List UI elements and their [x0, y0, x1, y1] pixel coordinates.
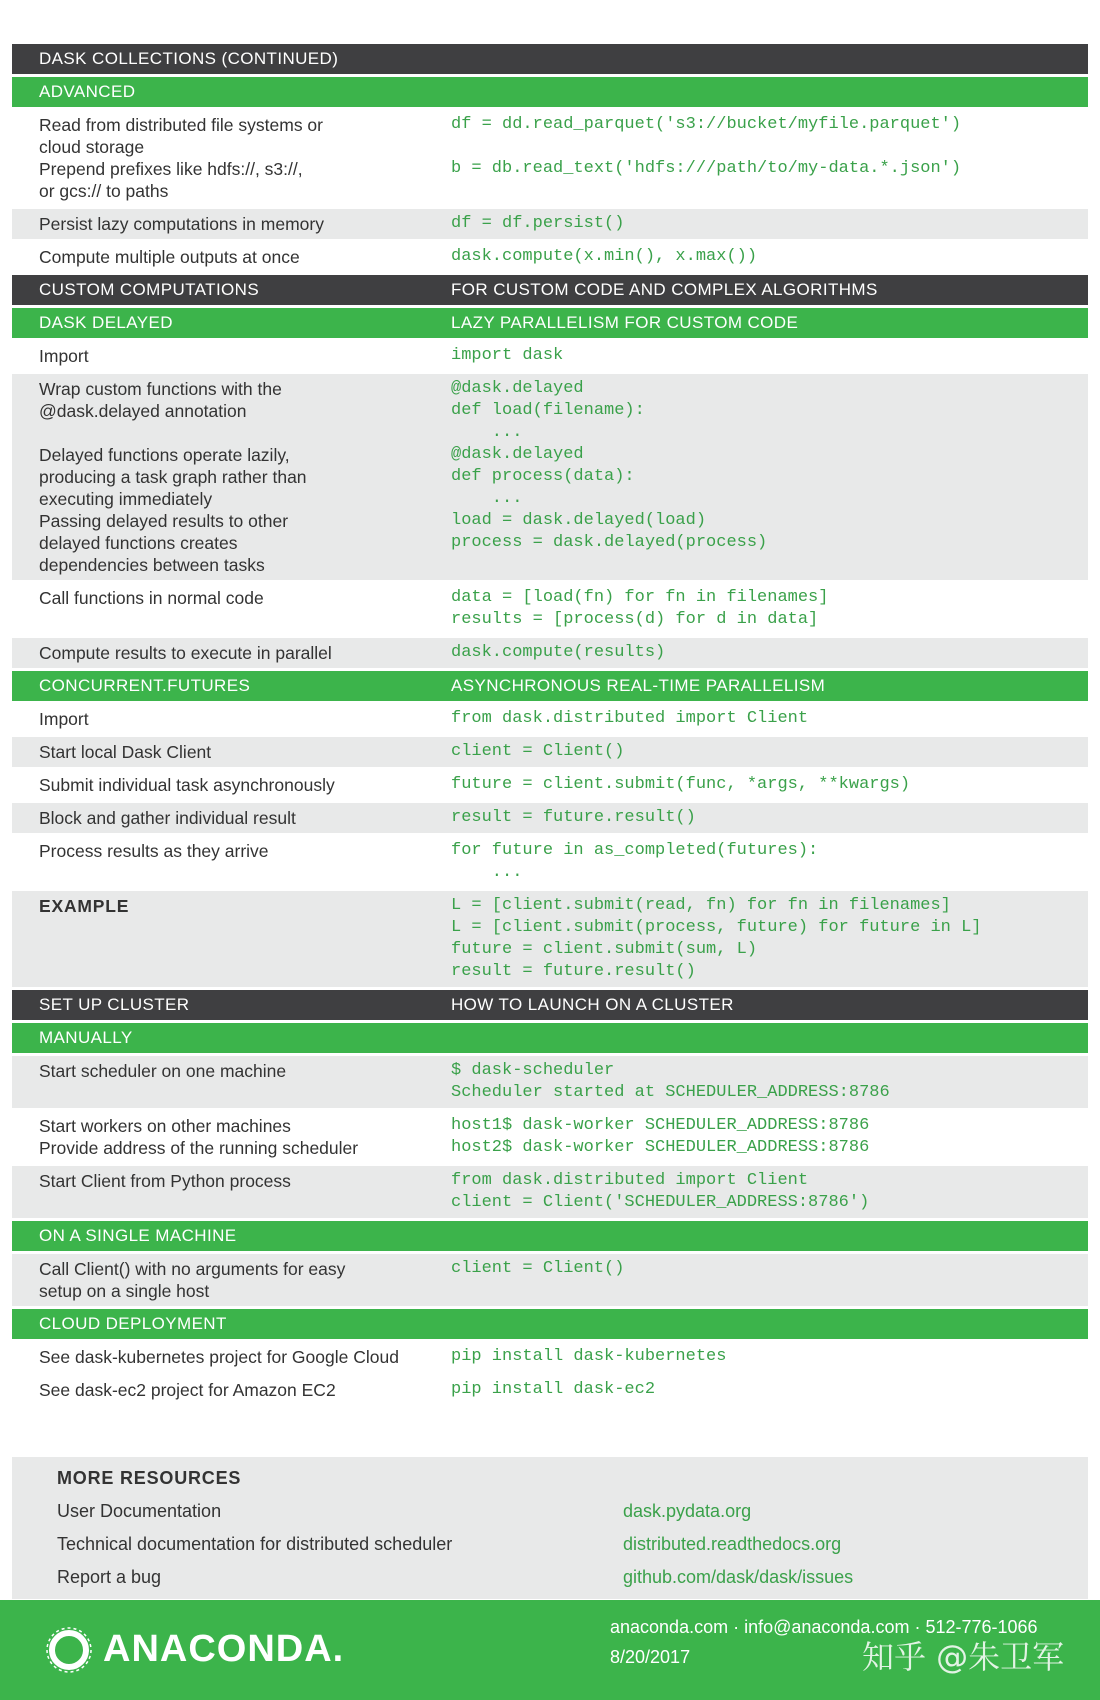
header-label: SET UP CLUSTER: [39, 995, 190, 1014]
code-line: L = [client.submit(process, future) for future in L]: [451, 918, 982, 937]
code-line: ...: [451, 489, 523, 508]
code-line: client = Client('SCHEDULER_ADDRESS:8786'): [451, 1193, 870, 1212]
table-row: [12, 1166, 1088, 1218]
header-label: DASK DELAYED: [39, 313, 173, 332]
logo-text: ANACONDA.: [103, 1628, 345, 1670]
table-row: [12, 1056, 1088, 1108]
contact-info: anaconda.com · info@anaconda.com · 512-776-1066: [610, 1617, 1038, 1637]
code-snippet: [451, 803, 1088, 833]
code-snippet: [451, 209, 1088, 239]
description-line: Start local Dask Client: [39, 742, 212, 762]
table-row: [12, 374, 1088, 580]
row-description: [12, 1056, 451, 1108]
code-line: for future in as_completed(futures):: [451, 841, 819, 860]
header-description: LAZY PARALLELISM FOR CUSTOM CODE: [451, 313, 799, 332]
description-line: [39, 1082, 451, 1104]
row-description: [12, 341, 451, 371]
table-row: [12, 1111, 1088, 1163]
section-header: [12, 990, 1088, 1020]
code-line: client = Client(): [451, 1259, 625, 1278]
table-row: [12, 110, 1088, 206]
section-header: [12, 44, 1088, 74]
row-description: [12, 583, 451, 635]
subsection-header: [12, 77, 1088, 107]
row-description: [12, 110, 451, 206]
resource-link[interactable]: github.com/dask/dask/issues: [623, 1567, 854, 1587]
header-description: [451, 1023, 1088, 1053]
more-resources-panel: [12, 1457, 1088, 1599]
code-snippet: [451, 1111, 1088, 1163]
header-label: CLOUD DEPLOYMENT: [39, 1314, 227, 1333]
code-snippet: [451, 110, 1088, 206]
code-snippet: [451, 1166, 1088, 1218]
code-line: pip install dask-ec2: [451, 1380, 656, 1399]
table-row: [12, 891, 1088, 987]
subsection-header: [12, 308, 1088, 338]
code-line: @dask.delayed: [451, 445, 584, 464]
header-description: FOR CUSTOM CODE AND COMPLEX ALGORITHMS: [451, 280, 878, 299]
description-line: [39, 961, 451, 983]
resource-link[interactable]: distributed.readthedocs.org: [623, 1534, 842, 1554]
description-line: producing a task graph rather than: [39, 467, 307, 487]
code-line: client = Client(): [451, 742, 625, 761]
code-line: data = [load(fn) for fn in filenames]: [451, 588, 829, 607]
code-line: [451, 136, 1088, 158]
date: 8/20/2017: [610, 1647, 691, 1667]
code-snippet: [451, 341, 1088, 371]
code-line: process = dask.delayed(process): [451, 533, 768, 552]
row-description: [12, 1111, 451, 1163]
subsection-header: [12, 1023, 1088, 1053]
code-snippet: [451, 1056, 1088, 1108]
code-snippet: [451, 1342, 1088, 1372]
table-row: [12, 341, 1088, 371]
watermark: 知乎 @朱卫军: [862, 1638, 1065, 1676]
code-line: ...: [451, 423, 523, 442]
row-description: [12, 770, 451, 800]
header-label: ON A SINGLE MACHINE: [39, 1226, 237, 1245]
header-description: [451, 44, 1088, 74]
code-snippet: [451, 891, 1088, 987]
description-line: Start Client from Python process: [39, 1171, 291, 1191]
table-row: [12, 1342, 1088, 1372]
table-row: [12, 583, 1088, 635]
description-line: @dask.delayed annotation: [39, 401, 247, 421]
table-row: [12, 1375, 1088, 1405]
row-description: [12, 891, 451, 987]
description-line: Delayed functions operate lazily,: [39, 445, 290, 465]
code-line: future = client.submit(sum, L): [451, 940, 758, 959]
description-line: Prepend prefixes like hdfs://, s3://,: [39, 159, 303, 179]
header-label: DASK COLLECTIONS (CONTINUED): [39, 49, 339, 68]
table-row: [12, 737, 1088, 767]
description-line: delayed functions creates: [39, 533, 238, 553]
code-line: [451, 554, 1088, 576]
code-snippet: [451, 583, 1088, 635]
row-description: [12, 638, 451, 668]
row-description: [12, 374, 451, 580]
code-line: host2$ dask-worker SCHEDULER_ADDRESS:8786: [451, 1138, 870, 1157]
header-description: ASYNCHRONOUS REAL-TIME PARALLELISM: [451, 676, 826, 695]
code-snippet: [451, 770, 1088, 800]
code-snippet: [451, 836, 1088, 888]
description-line: Compute multiple outputs at once: [39, 247, 300, 267]
code-line: L = [client.submit(read, fn) for fn in filenames]: [451, 896, 951, 915]
row-description: [12, 803, 451, 833]
header-label: ADVANCED: [39, 82, 136, 101]
description-line: Process results as they arrive: [39, 841, 269, 861]
description-line: [39, 917, 451, 939]
description-line: See dask-ec2 project for Amazon EC2: [39, 1380, 336, 1400]
row-description: [12, 242, 451, 272]
code-line: future = client.submit(func, *args, **kwargs): [451, 775, 911, 794]
code-line: @dask.delayed: [451, 379, 584, 398]
resource-link[interactable]: dask.pydata.org: [623, 1501, 752, 1521]
table-row: [12, 803, 1088, 833]
description-line: Wrap custom functions with the: [39, 379, 282, 399]
description-line: Passing delayed results to other: [39, 511, 289, 531]
description-line: Import: [39, 346, 89, 366]
section-header: [12, 275, 1088, 305]
row-description: [12, 209, 451, 239]
header-label: CUSTOM COMPUTATIONS: [39, 280, 260, 299]
description-line: Persist lazy computations in memory: [39, 214, 324, 234]
code-line: def process(data):: [451, 467, 635, 486]
code-snippet: [451, 242, 1088, 272]
code-line: $ dask-scheduler: [451, 1061, 615, 1080]
row-description: [12, 1254, 451, 1306]
description-line: See dask-kubernetes project for Google Cloud: [39, 1347, 399, 1367]
anaconda-ring-icon: [45, 1626, 93, 1674]
description-line: Start scheduler on one machine: [39, 1061, 287, 1081]
header-description: [451, 77, 1088, 107]
code-line: ...: [451, 863, 523, 882]
description-line: [39, 609, 451, 631]
description-line: or gcs:// to paths: [39, 181, 169, 201]
code-line: result = future.result(): [451, 808, 696, 827]
more-resources-title: MORE RESOURCES: [57, 1468, 242, 1488]
row-description: [12, 836, 451, 888]
resource-label: Report a bug: [57, 1567, 162, 1587]
code-snippet: [451, 704, 1088, 734]
description-line: Read from distributed file systems or: [39, 115, 323, 135]
description-line: [39, 422, 451, 444]
header-label: MANUALLY: [39, 1028, 133, 1047]
table-row: [12, 209, 1088, 239]
header-description: HOW TO LAUNCH ON A CLUSTER: [451, 995, 734, 1014]
resource-label: User Documentation: [57, 1501, 222, 1521]
code-line: dask.compute(results): [451, 643, 666, 662]
code-line: [451, 180, 1088, 202]
code-line: [451, 1280, 1088, 1302]
description-line: [39, 1192, 451, 1214]
code-line: dask.compute(x.min(), x.max()): [451, 247, 758, 266]
code-line: result = future.result(): [451, 962, 696, 981]
code-snippet: [451, 374, 1088, 580]
anaconda-logo: [45, 1622, 345, 1678]
description-line: Submit individual task asynchronously: [39, 775, 335, 795]
row-description: [12, 737, 451, 767]
code-line: from dask.distributed import Client: [451, 1171, 809, 1190]
header-description: [451, 1221, 1088, 1251]
code-snippet: [451, 1375, 1088, 1405]
table-row: [12, 242, 1088, 272]
description-line: Block and gather individual result: [39, 808, 296, 828]
description-line: [39, 862, 451, 884]
description-line: dependencies between tasks: [39, 555, 265, 575]
code-line: Scheduler started at SCHEDULER_ADDRESS:8786: [451, 1083, 890, 1102]
code-line: df = df.persist(): [451, 214, 625, 233]
row-description: [12, 1375, 451, 1405]
code-line: host1$ dask-worker SCHEDULER_ADDRESS:8786: [451, 1116, 870, 1135]
header-label: CONCURRENT.FUTURES: [39, 676, 251, 695]
description-line: Call Client() with no arguments for easy: [39, 1259, 346, 1279]
description-line: Import: [39, 709, 89, 729]
row-description: [12, 1342, 451, 1372]
code-snippet: [451, 638, 1088, 668]
row-description: [12, 1166, 451, 1218]
code-snippet: [451, 1254, 1088, 1306]
description-line: EXAMPLE: [39, 896, 130, 916]
code-line: df = dd.read_parquet('s3://bucket/myfile.parquet'): [451, 115, 962, 134]
description-line: cloud storage: [39, 137, 145, 157]
table-row: [12, 704, 1088, 734]
table-row: [12, 1254, 1088, 1306]
description-line: Call functions in normal code: [39, 588, 264, 608]
code-line: from dask.distributed import Client: [451, 709, 809, 728]
description-line: [39, 939, 451, 961]
cheatsheet-table: [12, 44, 1088, 1405]
row-description: [12, 704, 451, 734]
code-line: b = db.read_text('hdfs:///path/to/my-data.*.json'): [451, 159, 962, 178]
table-row: [12, 770, 1088, 800]
code-line: results = [process(d) for d in data]: [451, 610, 819, 629]
footer: [0, 1600, 1100, 1700]
description-line: Provide address of the running scheduler: [39, 1138, 359, 1158]
description-line: setup on a single host: [39, 1281, 210, 1301]
code-snippet: [451, 737, 1088, 767]
table-row: [12, 836, 1088, 888]
subsection-header: [12, 671, 1088, 701]
code-line: import dask: [451, 346, 564, 365]
subsection-header: [12, 1309, 1088, 1339]
resource-label: Technical documentation for distributed scheduler: [57, 1534, 453, 1554]
subsection-header: [12, 1221, 1088, 1251]
code-line: pip install dask-kubernetes: [451, 1347, 727, 1366]
description-line: executing immediately: [39, 489, 213, 509]
header-description: [451, 1309, 1088, 1339]
description-line: Compute results to execute in parallel: [39, 643, 332, 663]
code-line: def load(filename):: [451, 401, 645, 420]
code-line: load = dask.delayed(load): [451, 511, 707, 530]
table-row: [12, 638, 1088, 668]
description-line: Start workers on other machines: [39, 1116, 291, 1136]
